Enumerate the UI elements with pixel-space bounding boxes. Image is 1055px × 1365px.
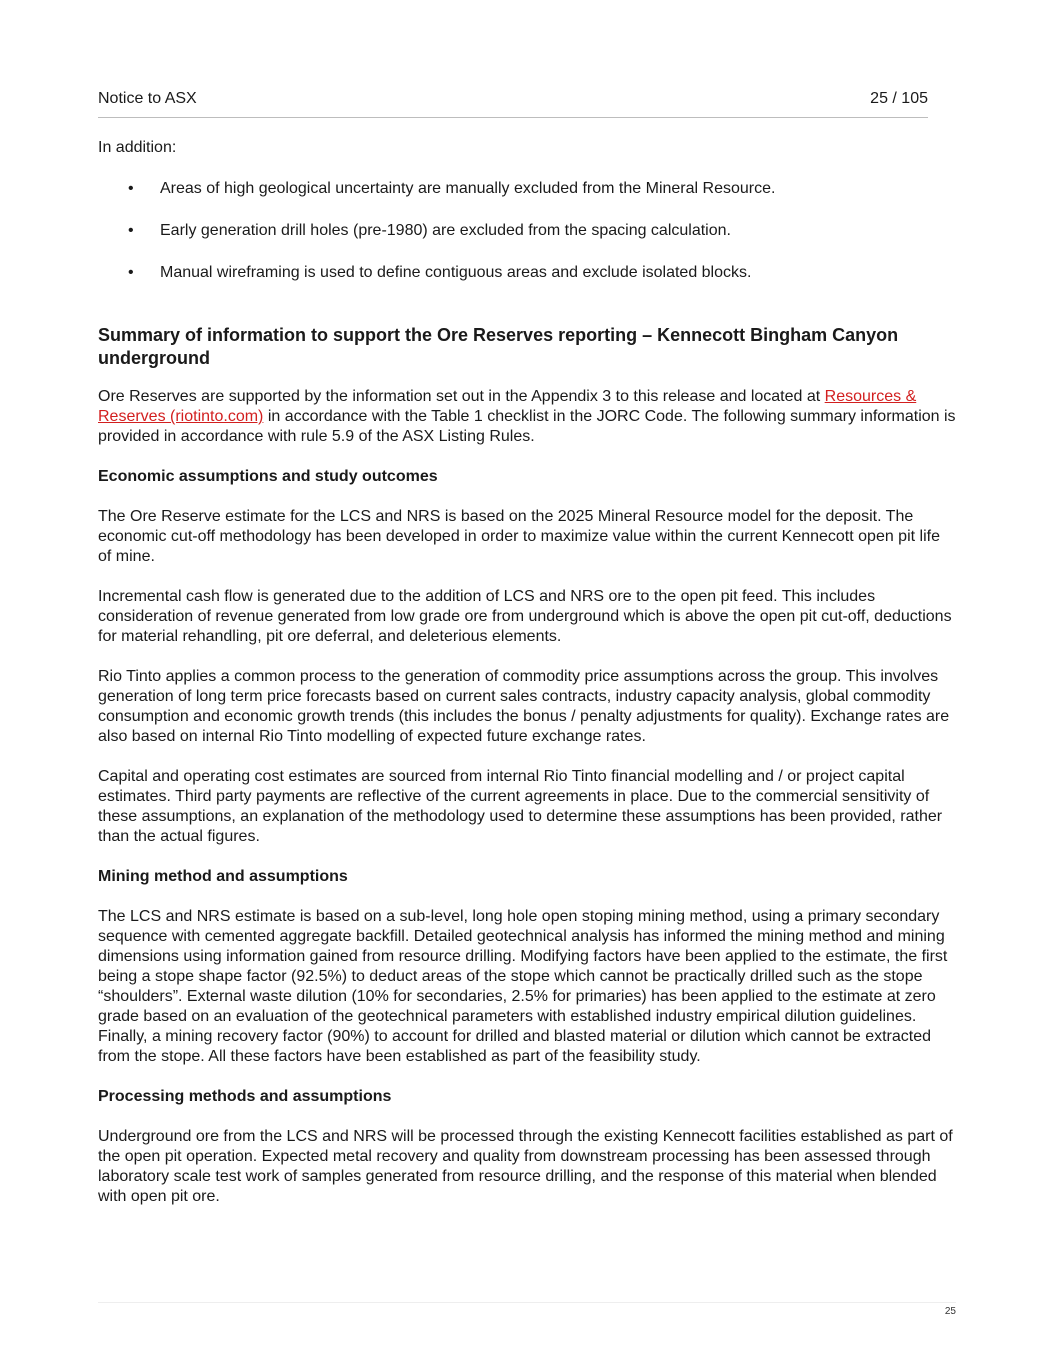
mining-paragraph-1: The LCS and NRS estimate is based on a sub-level, long hole open stoping mining method, using a primary secondary sequence with cemented aggregate backfill. Detailed geotechnical analysis has informed the mining method and mining dimensions using information gained from resource drilling. Modifying factors have been applied to the estimate, the first being a stope shape factor (92.5%) to deduct areas of the stope which cannot be practically drilled such as the stope “shoulders”. External waste dilution (10% for secondaries, 2.5% for primaries) has been applied to the estimate at zero grade based on an evaluation of the geotechnical parameters with established industry empirical dilution guidelines. Finally, a mining recovery factor (90%) to account for drilled and blasted material or dilution which cannot be extracted from the stope. All these factors have been established as part of the feasibility study. (98, 908, 948, 1065)
list-item (98, 221, 956, 241)
paragraph-text: in accordance with the Table 1 checklist in the JORC Code. The following summary information is provided in accordance with rule 5.9 of the ASX Listing Rules. (98, 408, 956, 445)
footer-divider (98, 1302, 956, 1303)
economic-paragraph-3: Rio Tinto applies a common process to the generation of commodity price assumptions across the group. This involves generation of long term price forecasts based on current sales contracts, industry capacity analysis, global commodity consumption and economic growth trends (this includes the bonus / penalty adjustments for quality). Exchange rates are also based on internal Rio Tinto modelling of expected future exchange rates. (98, 668, 950, 745)
section-intro-paragraph (98, 387, 956, 447)
economic-paragraph-1: The Ore Reserve estimate for the LCS and NRS is based on the 2025 Mineral Resource model for the deposit. The economic cut-off methodology has been developed in order to maximize value within the current Kennecott open pit life of mine. (98, 508, 940, 565)
exclusion-list (98, 179, 956, 283)
list-item-text: Areas of high geological uncertainty are manually excluded from the Mineral Resource. (160, 180, 776, 197)
bullet-icon: • (128, 264, 134, 281)
mining-heading: Mining method and assumptions (98, 868, 348, 885)
economic-paragraph-4: Capital and operating cost estimates are sourced from internal Rio Tinto financial modelling and / or project capital estimates. Third party payments are reflective of the current agreements in place. Due to the commercial sensitivity of these assumptions, an explanation of the methodology used to determine these assumptions has been provided, rather than the actual figures. (98, 768, 943, 845)
bullet-icon: • (128, 180, 134, 197)
list-item (98, 263, 956, 283)
processing-paragraph-1: Underground ore from the LCS and NRS will be processed through the existing Kennecott facilities established as part of the open pit operation. Expected metal recovery and quality from downstream processing has been assessed through laboratory scale test work of samples generated from resource drilling, and the response of this material when blended with open pit ore. (98, 1128, 953, 1205)
list-item-text: Early generation drill holes (pre-1980) are excluded from the spacing calculation. (160, 222, 731, 239)
resources-reserves-link[interactable]: Resources & Reserves (riotinto.com) (98, 388, 917, 425)
page-header (98, 89, 928, 118)
header-page-count: 25 / 105 (870, 90, 928, 107)
processing-heading: Processing methods and assumptions (98, 1088, 392, 1105)
economic-heading: Economic assumptions and study outcomes (98, 468, 438, 485)
page-content (98, 138, 956, 1227)
bullet-icon: • (128, 222, 134, 239)
intro-text: In addition: (98, 139, 177, 156)
economic-paragraph-2: Incremental cash flow is generated due to the addition of LCS and NRS ore to the open pit feed. This includes consideration of revenue generated from low grade ore from underground which is above the open pit cut-off, deductions for material rehandling, pit ore deferral, and deleterious elements. (98, 588, 952, 645)
section-title: Summary of information to support the Ore Reserves reporting – Kennecott Bingham Canyon underground (98, 325, 899, 368)
header-title: Notice to ASX (98, 90, 197, 107)
list-item (98, 179, 956, 199)
paragraph-text: Ore Reserves are supported by the information set out in the Appendix 3 to this release and located at (98, 388, 825, 405)
document-page (98, 0, 956, 1365)
footer-page-number: 25 (944, 1306, 956, 1317)
list-item-text: Manual wireframing is used to define contiguous areas and exclude isolated blocks. (160, 264, 752, 281)
